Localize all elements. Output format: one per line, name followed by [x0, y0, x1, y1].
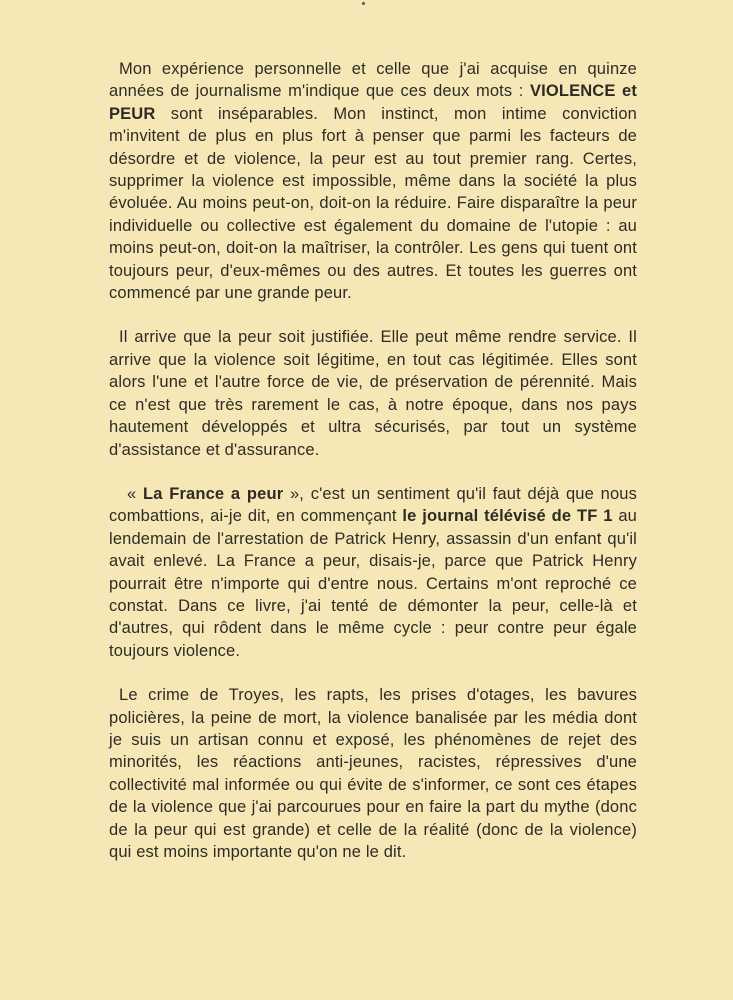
paragraph-1 — [109, 58, 637, 304]
paragraph-3-text-cont: au lendemain de l'arrestation de Patrick Henry, assassin d'un enfant qu'il avait enlevé. La France a peur, disais-je, parce que Patrick Henry pourrait être n'importe qui d'entre nous. Certains m'ont reproché ce constat. Dans ce livre, j'ai tenté de démonter la peur, celle-là et d'autres, qui rôdent dans le même cycle : peur contre peur égale toujours violence. — [109, 507, 638, 660]
paragraph-1-text-cont: sont inséparables. Mon instinct, mon intime conviction m'invitent de plus en plus fort à penser que parmi les facteurs de désordre et de violence, la peur est au tout premier rang. Certes, supprimer la violence est impossible, même dans la société la plus évoluée. Au moins peut-on, doit-on la réduire. Faire disparaître la peur individuelle ou collective est également du domaine de l'utopie : au moins peut-on, doit-on la maîtriser, la contrôler. Les gens qui tuent ont toujours peur, d'eux-mêmes ou des autres. Et toutes les guerres ont commencé par une grande peur. — [109, 104, 637, 303]
emphasis-journal-tf1: le journal télévisé de TF 1 — [402, 507, 613, 526]
paper-speck — [362, 2, 365, 5]
emphasis-violence-et-peur: VIOLENCE et PEUR — [109, 82, 637, 123]
paragraph-3-text: », c'est un sentiment qu'il faut déjà que nous combattions, ai-je dit, en commençant — [109, 484, 638, 526]
page-text-block — [109, 58, 637, 885]
emphasis-la-france-a-peur: La France a peur — [143, 484, 284, 503]
paragraph-1-text: Mon expérience personnelle et celle que j'ai acquise en quinze années de journalisme m'indique que ces deux mots : — [109, 60, 637, 101]
paragraph-4 — [109, 684, 637, 863]
paragraph-4-text: Le crime de Troyes, les rapts, les prises d'otages, les bavures policières, la peine de mort, la violence banalisée par les média dont je suis un artisan connu et exposé, les phénomènes de rejet des minorités, les réactions anti-jeunes, racistes, répressives d'une collectivité mal informée ou qui évite de s'informer, ce sont ces étapes de la violence que j'ai parcourues pour en faire la part du mythe (donc de la peur qui est grande) et celle de la réalité (donc de la violence) qui est moins importante qu'on ne le dit. — [109, 686, 637, 861]
paragraph-3 — [109, 483, 637, 662]
open-quote: « — [127, 484, 144, 503]
paragraph-2-text: Il arrive que la peur soit justifiée. Elle peut même rendre service. Il arrive que la violence soit légitime, en tout cas légitimée. Elles sont alors l'une et l'autre force de vie, de préservation de pérennité. Mais ce n'est que très rarement le cas, à notre époque, dans nos pays hautement développés et ultra sécurisés, par tout un système d'assistance et d'assurance. — [109, 328, 637, 459]
paragraph-2 — [109, 326, 637, 460]
